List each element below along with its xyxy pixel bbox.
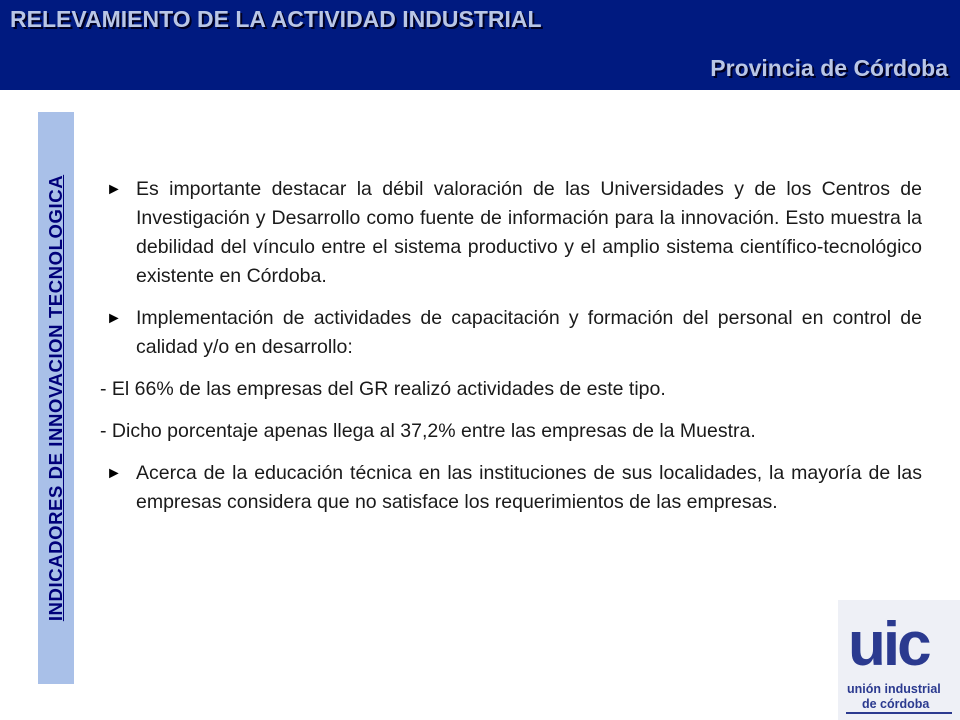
- slide-content: [100, 175, 922, 530]
- header-banner: [0, 0, 960, 90]
- bullet-arrow-icon: ►: [106, 181, 122, 198]
- bullet-item: [100, 459, 922, 517]
- dash-item: - El 66% de las empresas del GR realizó actividades de este tipo.: [100, 378, 666, 400]
- dash-item: - Dicho porcentaje apenas llega al 37,2% entre las empresas de la Muestra.: [100, 420, 756, 442]
- logo-line-1: unión industrial: [847, 682, 941, 696]
- bullet-arrow-icon: ►: [106, 465, 122, 482]
- page-title: RELEVAMIENTO DE LA ACTIVIDAD INDUSTRIAL: [10, 6, 542, 32]
- logo-letters: uic: [848, 610, 929, 679]
- bullet-text: Acerca de la educación técnica en las instituciones de sus localidades, la mayoría de las empresas considera que no satisface los requerimientos de las empresas.: [136, 462, 922, 513]
- bullet-arrow-icon: ►: [106, 310, 122, 327]
- bullet-item: [100, 304, 922, 362]
- logo-line-2: de córdoba: [862, 697, 930, 711]
- page-subtitle: Provincia de Córdoba: [710, 55, 948, 81]
- side-label: INDICADORES DE INNOVACION TECNOLOGICA: [45, 174, 66, 622]
- uic-logo: [838, 600, 960, 720]
- logo-underline: [846, 712, 952, 714]
- bullet-text: Implementación de actividades de capacitación y formación del personal en control de calidad y/o en desarrollo:: [136, 307, 922, 358]
- bullet-text: Es importante destacar la débil valoración de las Universidades y de los Centros de Investigación y Desarrollo como fuente de información para la innovación. Esto muestra la debilidad del vínculo entre el sistema productivo y el amplio sistema científico-tecnológico existente en Córdoba.: [136, 178, 922, 287]
- bullet-item: [100, 175, 922, 291]
